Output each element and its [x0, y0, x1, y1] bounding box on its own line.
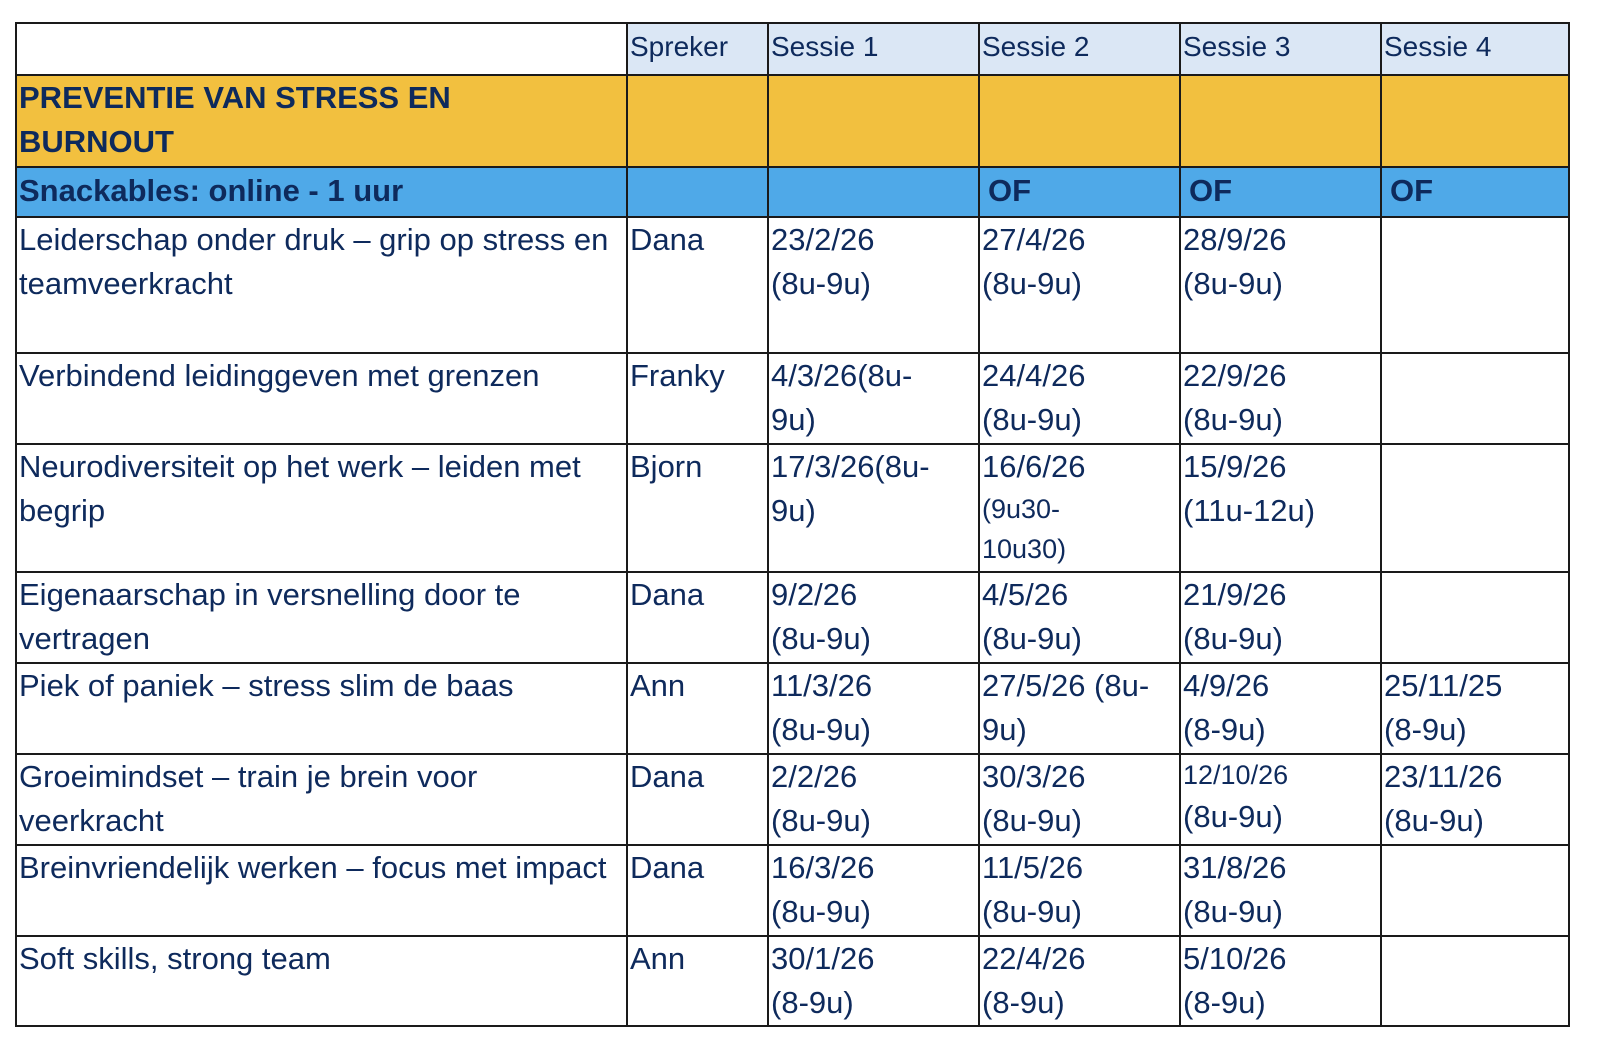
header-sessie-4: Sessie 4: [1381, 23, 1569, 75]
session-3-cell: [1180, 217, 1381, 353]
session-date: 4/3/26(8u-: [771, 358, 913, 393]
header-sessie-2: Sessie 2: [979, 23, 1180, 75]
table-row: [16, 845, 1569, 936]
session-date: 22/4/26: [982, 941, 1086, 976]
section-row: [16, 75, 1569, 167]
session-time: (8-9u): [1183, 712, 1266, 747]
session-time: (8-9u): [771, 985, 854, 1020]
session-date: 16/3/26: [771, 850, 875, 885]
session-4-cell: [1381, 217, 1569, 353]
speaker: Dana: [627, 217, 768, 353]
session-time: (8u-9u): [771, 621, 871, 656]
session-date: 12/10/26: [1183, 760, 1289, 790]
course-title: Eigenaarschap in versnelling door te vertragen: [16, 572, 627, 663]
table-row: [16, 353, 1569, 444]
session-date: 11/5/26: [982, 850, 1084, 885]
session-time: (8u-9u): [982, 803, 1082, 838]
subheader-of-4: OF: [1381, 167, 1569, 217]
session-time: 9u): [982, 712, 1027, 747]
session-4-cell: [1381, 353, 1569, 444]
course-title: Verbindend leidinggeven met grenzen: [16, 353, 627, 444]
header-sessie-3: Sessie 3: [1180, 23, 1381, 75]
session-2-cell: [979, 754, 1180, 845]
session-time: 9u): [771, 493, 816, 528]
session-time: (8u-9u): [771, 712, 871, 747]
session-4-cell: [1381, 663, 1569, 754]
session-date: 11/3/26: [771, 668, 873, 703]
session-time: (8u-9u): [1183, 799, 1283, 834]
session-4-cell: [1381, 936, 1569, 1026]
session-date: 15/9/26: [1183, 449, 1287, 484]
session-date: 30/3/26: [982, 759, 1086, 794]
course-title: Leiderschap onder druk – grip op stress en teamveerkracht: [16, 217, 627, 353]
session-time: (11u-12u): [1183, 493, 1316, 528]
session-3-cell: [1180, 353, 1381, 444]
session-time: (8u-9u): [982, 402, 1082, 437]
section-empty-cell: [1381, 75, 1569, 167]
session-3-cell: [1180, 663, 1381, 754]
session-date: 24/4/26: [982, 358, 1086, 393]
session-time: (8u-9u): [771, 803, 871, 838]
table-row: [16, 663, 1569, 754]
subheader-of-3: OF: [1180, 167, 1381, 217]
section-title-line-1: PREVENTIE VAN STRESS EN: [19, 80, 451, 115]
speaker: Ann: [627, 936, 768, 1026]
session-3-cell: [1180, 936, 1381, 1026]
session-date: 4/5/26: [982, 577, 1069, 612]
session-2-cell: [979, 845, 1180, 936]
session-time: (8-9u): [982, 985, 1065, 1020]
course-title: Groeimindset – train je brein voor veerkracht: [16, 754, 627, 845]
subheader-row: [16, 167, 1569, 217]
session-date: 30/1/26: [771, 941, 875, 976]
session-3-cell: [1180, 444, 1381, 572]
session-date: 22/9/26: [1183, 358, 1287, 393]
header-row: [16, 23, 1569, 75]
session-time: 9u): [771, 402, 816, 437]
session-time: (8u-9u): [982, 894, 1082, 929]
session-schedule-table: [15, 22, 1570, 1027]
session-2-cell: [979, 444, 1180, 572]
session-time: (8u-9u): [1183, 894, 1283, 929]
session-1-cell: [768, 444, 979, 572]
course-title: Soft skills, strong team: [16, 936, 627, 1026]
section-title-line-2: BURNOUT: [19, 124, 174, 159]
table-row: [16, 572, 1569, 663]
session-3-cell: [1180, 845, 1381, 936]
session-date: 16/6/26: [982, 449, 1086, 484]
subheader-title: Snackables: online - 1 uur: [16, 167, 627, 217]
session-date: 4/9/26: [1183, 668, 1270, 703]
speaker: Ann: [627, 663, 768, 754]
session-date: 21/9/26: [1183, 577, 1287, 612]
session-3-cell: [1180, 572, 1381, 663]
session-2-cell: [979, 217, 1180, 353]
session-2-cell: [979, 663, 1180, 754]
session-2-cell: [979, 353, 1180, 444]
session-time: (8u-9u): [771, 894, 871, 929]
course-title: Neurodiversiteit op het werk – leiden met begrip: [16, 444, 627, 572]
session-date: 17/3/26(8u-: [771, 449, 930, 484]
session-time: (8-9u): [1183, 985, 1266, 1020]
session-time: (9u30-: [982, 494, 1061, 524]
speaker: Bjorn: [627, 444, 768, 572]
section-title: [16, 75, 627, 167]
session-1-cell: [768, 845, 979, 936]
speaker: Dana: [627, 572, 768, 663]
session-date: 5/10/26: [1183, 941, 1287, 976]
session-3-cell: [1180, 754, 1381, 845]
session-date: 2/2/26: [771, 759, 858, 794]
table-row: [16, 754, 1569, 845]
course-title: Piek of paniek – stress slim de baas: [16, 663, 627, 754]
subheader-empty-cell: [627, 167, 768, 217]
session-date: 23/2/26: [771, 222, 875, 257]
header-spreker: Spreker: [627, 23, 768, 75]
session-time: (8u-9u): [771, 266, 871, 301]
session-1-cell: [768, 353, 979, 444]
session-date: 9/2/26: [771, 577, 858, 612]
session-time-cont: 10u30): [982, 534, 1067, 564]
table-row: [16, 217, 1569, 353]
session-date: 27/4/26: [982, 222, 1086, 257]
session-4-cell: [1381, 572, 1569, 663]
session-1-cell: [768, 217, 979, 353]
speaker: Franky: [627, 353, 768, 444]
session-4-cell: [1381, 845, 1569, 936]
section-empty-cell: [1180, 75, 1381, 167]
speaker: Dana: [627, 845, 768, 936]
header-empty-cell: [16, 23, 627, 75]
section-empty-cell: [768, 75, 979, 167]
course-title: Breinvriendelijk werken – focus met impact: [16, 845, 627, 936]
session-time: (8u-9u): [1183, 402, 1283, 437]
speaker: Dana: [627, 754, 768, 845]
session-time: (8u-9u): [1183, 621, 1283, 656]
subheader-empty-cell: [768, 167, 979, 217]
session-4-cell: [1381, 444, 1569, 572]
subheader-of-2: OF: [979, 167, 1180, 217]
table-row: [16, 936, 1569, 1026]
table-row: [16, 444, 1569, 572]
session-time: (8u-9u): [1384, 803, 1484, 838]
session-1-cell: [768, 663, 979, 754]
session-time: (8-9u): [1384, 712, 1467, 747]
session-date: 28/9/26: [1183, 222, 1287, 257]
session-date: 31/8/26: [1183, 850, 1287, 885]
session-date: 27/5/26 (8u-: [982, 668, 1150, 703]
session-date: 23/11/26: [1384, 759, 1503, 794]
session-time: (8u-9u): [982, 266, 1082, 301]
session-1-cell: [768, 572, 979, 663]
session-time: (8u-9u): [982, 621, 1082, 656]
session-1-cell: [768, 936, 979, 1026]
header-sessie-1: Sessie 1: [768, 23, 979, 75]
session-2-cell: [979, 572, 1180, 663]
section-empty-cell: [627, 75, 768, 167]
session-2-cell: [979, 936, 1180, 1026]
session-time: (8u-9u): [1183, 266, 1283, 301]
section-empty-cell: [979, 75, 1180, 167]
session-1-cell: [768, 754, 979, 845]
session-4-cell: [1381, 754, 1569, 845]
session-date: 25/11/25: [1384, 668, 1503, 703]
